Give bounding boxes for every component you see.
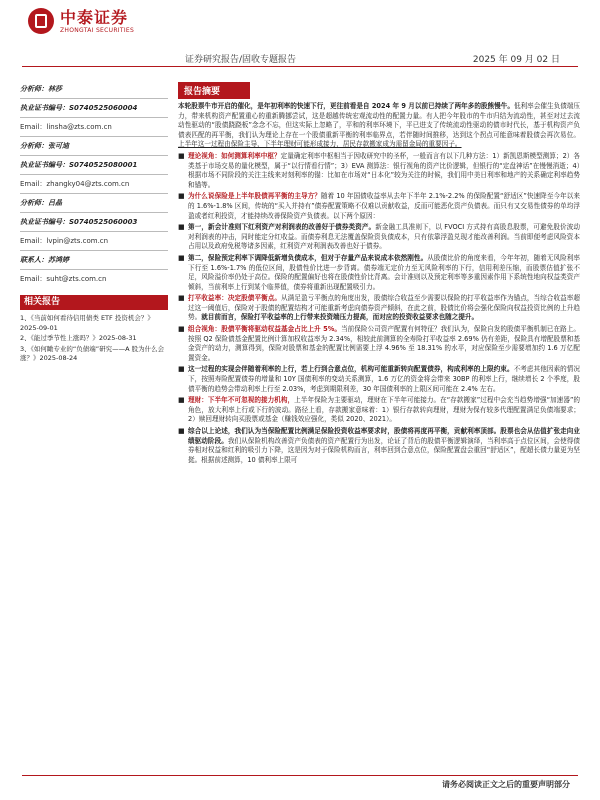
analyst-email[interactable]: Email：zhangky04@zts.com.cn xyxy=(20,180,130,188)
analyst-email[interactable]: Email：linsha@zts.com.cn xyxy=(20,123,112,131)
sidebar xyxy=(20,84,168,365)
abstract-bullet: ■ 理论视角：如何测算利率中枢？定量确定利率中枢相当于因收研究中的圣杯，一般而言有以下几种方法：1）新凯恩斯模型测算；2）各类基于市场交易的量化模型，属于“以行情看行情”；3）EVA 测算法：银行视角的资产比价逻辑，但银行的“定盘神话”在慢慢消逝；4）根据市场不同阶段的关注主线来对刻利率的锚：比如在市场对“日本化”较为关注的时候，我们用中美日利率和地产的关系确定利率趋势和锚等。 xyxy=(178,151,581,189)
bullet-text: 定量确定利率中枢相当于因收研究中的圣杯，一般而言有以下几种方法：1）新凯恩斯模型测算；2）各类基于市场交易的量化模型，属于“以行情看行情”；3）EVA 测算法：银行视角的资产比价逻辑，但银行的“定盘神话”在慢慢消逝；4）根据市场不同阶段的关注主线来对刻利率的锚：比如在市场对“日本化”较为关注的时候，我们用中美日利率和地产的关系确定利率趋势和锚等。 xyxy=(188,151,581,189)
bullet-text: 从满足盈亏平衡点的角度出发，股债综合收益至少需要以保险的打平收益率作为锚点，当综合收益率超过这一阈值后，保险对于股债的配置结构才可能重新考虑向债券资产倾斜，在此之前，股债比价将会强化保险向权益投资比例的上升趋势。 xyxy=(188,294,581,322)
analyst-role: 分析师： xyxy=(20,142,48,150)
license-label: 执业证书编号： xyxy=(20,161,69,169)
related-report-link[interactable]: 3、《如何瞰专业的“负债端”研究——A 股为什么会涨？》2025-08-24 xyxy=(20,344,165,362)
abstract-bullet: ■ 打平收益率：决定股债平衡点。从满足盈亏平衡点的角度出发，股债综合收益至少需要以保险的打平收益率作为锚点，当综合收益率超过这一阈值后，保险对于股债的配置结构才可能重新考虑向债券资产倾斜，在此之前，股债比价将会强化保险向权益投资比例的上升趋势。就目前而言，保险打平收益率的上行带来投资端压力提高，而对应的投资收益要求也随之提升。 xyxy=(178,294,581,322)
intro-highlight: 本轮股票牛市开启的催化，是年初利率的快速下行，更往前看是自 2024 年 9 月以前已持续了两年多的股熊慢牛。 xyxy=(178,102,514,110)
abstract-intro xyxy=(178,102,580,150)
license-number: S0740525080001 xyxy=(69,161,138,169)
contact-role: 联系人： xyxy=(20,256,48,264)
bullet-head: 这一过程的实现会伴随着利率的上行，若上行到合意点位，机构可能重新转向配置债券，构成利率的上限约束。 xyxy=(188,365,514,374)
analyst-card xyxy=(20,141,168,194)
license-label: 执业证书编号： xyxy=(20,104,69,112)
related-reports-title: 相关报告 xyxy=(20,295,168,310)
related-report-link[interactable]: 1、《当前如何看待信用债类 ETF 投资机会？》2025-09-01 xyxy=(20,314,154,332)
bullet-head: 理论视角：如何测算利率中枢？ xyxy=(188,151,281,160)
company-logo xyxy=(28,8,134,34)
contact-card xyxy=(20,255,168,285)
logo-name-cn: 中泰证券 xyxy=(60,7,129,27)
abstract-bullet: ■ 综合以上论述，我们认为当保险配置比例满足保险投资收益率要求时，股债将再度再平衡，贡献利率顶部。股票也会从估值扩张走向业绩驱动阶段。我们从保险机构改善资产负债表的资产配置行为出发，论证了背后的股债平衡逻辑演绎，当利率高于点位区间，会使得债券相对权益和红利的吸引力下降，这是因为对于保险机构而言，利率回到合意点位，保险配置盘会重回“舒适区”，配超长债力量更为坚挺。根据前述测算，10 债利率上限可 xyxy=(178,427,581,464)
footer-divider xyxy=(22,775,578,776)
bullet-text: 不考虑其他因素的情况下，按照寿险配置债券的增量和 10Y 国债利率的变动关系测算，1.6 万亿的资金将会带来 30BP 的利率上行，继续增长 2 个季度，股债平衡的趋势会带动利率上行至 2.03%，考虑到期限利差，30 年国债利率的上限区间可能在 2.4% 左右。 xyxy=(188,365,581,393)
analyst-name: 林莎 xyxy=(48,85,62,93)
report-header xyxy=(185,52,560,65)
contact-name: 苏鸿婷 xyxy=(48,256,69,264)
abstract-bullet: ■ 第一，新会计准则下红利资产对利润表的改善好于债券类资产。新金融工具准则下，以 FVOCI 方式持有高股息股票，可避免股价波动对利润表的冲击，同时能定分红收益。而债券利息无法覆盖保险资负债成本，只有依靠浮盈兑现才能改善利润。当前即便考虑风险资本占用以及政府免税等诸多因素，红利资产对利润表改善也好于债券。 xyxy=(178,223,580,251)
logo-name-en: ZHONGTAI SECURITIES xyxy=(60,26,135,34)
bullet-text: 随着 10 年国债收益率从去年下半年 2.1%-2.2% 的保险配置“舒适区”快速降至今年以来的 1.6%-1.8% 区间，传统的“买入并持有”债券配置策略不仅难以贡献收益，反而可能恶化资产负债表。而只有又交易性债券的单均浮盈或者红利投资，才能持续改善保险资产负债表。以下两个原因： xyxy=(188,192,580,220)
main-content xyxy=(178,82,580,465)
abstract-bullet: ■ 第二，保险预定利率下调降低新增负债成本，但对于存量产品来说成本依然刚性。从股债比价的角度来看，今年年初，随着无风险利率下行至 1.6%-1.7% 的低位区间，股债性价比进一步背离。债券端无定价力至无风险利率的下行，信用利差压缩，而股票估值扩张不足，风险溢价率仍处于高位。保险的配置偏好也将在股债性价比背离。会计准则以及预定利率等多重因素作用下系统性地向权益类资产倾斜，当前利率上行到某个临界值，债券将重新出现配置吸引力。 xyxy=(178,253,581,291)
abstract-bullet: ■ 为什么说保险是上半年股债再平衡的主导方？随着 10 年国债收益率从去年下半年 2.1%-2.2% 的保险配置“舒适区”快速降至今年以来的 1.6%-1.8% 区间，传统的“买入并持有”债券配置策略不仅难以贡献收益，反而可能恶化资产负债表。而只有又交易性债券的单均浮盈或者红利投资，才能持续改善保险资产负债表。以下两个原因： xyxy=(178,192,580,220)
abstract-bullet: ■ 组合视角：股债平衡将驱动权益基金占比上升 5%。当前保险公司资产配置有何特征？我们认为，保险自发的股债平衡机制已在路上。按照 Q2 保险债基金配置比例计算加权收益率为 2.34%，相较此前测算的全寿险打平收益率 2.69% 仍有差距，保险具有增配股票和基金资产的动力，测算得到，保险对股票和基金的配置比例需要上浮 4.96% 至 18.31% 的水平，对应保险至少需要增加约 1.6 万亿配置资金。 xyxy=(178,325,580,362)
bullet-head: 第二，保险预定利率下调降低新增负债成本，但对于存量产品来说成本依然刚性。 xyxy=(188,253,428,262)
report-date: 2025 年 09 月 02 日 xyxy=(472,55,560,65)
analyst-role: 分析师： xyxy=(20,199,48,207)
related-report-link[interactable]: 2、《能过季节性上涨吗？》2025-08-31 xyxy=(20,334,137,342)
bullet-head: 打平收益率：决定股债平衡点。 xyxy=(188,294,282,303)
analyst-name: 张可迪 xyxy=(48,142,69,150)
license-number: S0740525060003 xyxy=(69,218,138,226)
logo-mark-icon xyxy=(28,8,54,34)
analyst-card xyxy=(20,84,168,137)
analyst-role: 分析师： xyxy=(20,85,48,93)
license-label: 执业证书编号： xyxy=(20,218,69,226)
analyst-card xyxy=(20,198,168,251)
abstract-bullet: ■ 这一过程的实现会伴随着利率的上行，若上行到合意点位，机构可能重新转向配置债券，构成利率的上限约束。不考虑其他因素的情况下，按照寿险配置债券的增量和 10Y 国债利率的变动关系测算，1.6 万亿的资金将会带来 30BP 的利率上行，继续增长 2 个季度，股债平衡的趋势会带动利率上行至 2.03%，考虑到期限利差，30 年国债利率的上限区间可能在 2.4% 左右。 xyxy=(178,365,581,393)
abstract-title: 报告摘要 xyxy=(178,82,250,99)
related-reports-list xyxy=(20,314,168,364)
bullet-head: 第一，新会计准则下红利资产对利润表的改善好于债券类资产。 xyxy=(188,223,376,232)
contact-email[interactable]: Email：suht@zts.com.cn xyxy=(20,275,107,283)
bullet-text: 新金融工具准则下，以 FVOCI 方式持有高股息股票，可避免股价波动对利润表的冲击，同时能定分红收益。而债券利息无法覆盖保险资负债成本，只有依靠浮盈兑现才能改善利润。当前即便考虑风险资本占用以及政府免税等诸多因素，红利资产对利润表改善也好于债券。 xyxy=(188,223,580,251)
analyst-name: 吕晶 xyxy=(48,199,62,207)
bullet-text: 我们从保险机构改善资产负债表的资产配置行为出发，论证了背后的股债平衡逻辑演绎，当利率高于点位区间，会使得债券相对权益和红利的吸引力下降，这是因为对于保险机构而言，利率回到合意点位，保险配置盘会重回“舒适区”，配超长债力量更为坚挺。根据前述测算，10 债利率上限可 xyxy=(188,436,581,464)
bullet-head: 为什么说保险是上半年股债再平衡的主导方？ xyxy=(188,192,321,201)
bullet-head: 组合视角：股债平衡将驱动权益基金占比上升 5%。 xyxy=(188,325,342,334)
bullet-text: 当前保险公司资产配置有何特征？我们认为，保险自发的股债平衡机制已在路上。按照 Q2 保险债基金配置比例计算加权收益率为 2.34%，相较此前测算的全寿险打平收益率 2.69% 仍有差距，保险具有增配股票和基金资产的动力，测算得到，保险对股票和基金的配置比例需要上浮 4.96% 至 18.31% 的水平，对应保险至少需要增加约 1.6 万亿配置资金。 xyxy=(188,325,580,362)
footer-disclaimer: 请务必阅读正文之后的重要声明部分 xyxy=(442,780,570,789)
intro-tail: 上半年这一过程由保险主导，下半年理财可能形成接力，居民存款搬家成为需留金局的重要因子。 xyxy=(178,140,462,149)
report-category: 证券研究报告/固收专题报告 xyxy=(185,55,297,65)
header-divider xyxy=(22,66,578,67)
analyst-email[interactable]: Email：lvpin@zts.com.cn xyxy=(20,237,109,245)
intro-body: 低利率会催生负债端压力，带来机构资产配置重心的重新腾挪尝试，这是超越传统宏观流动性的配置力量。有人把今年股市的牛市归结为流动性，甚至对过去流动性驱动的“股债跷跷板”念念不忘，但这实际上忽略了，平和的利率环境下，平已进支了传统流动性驱动的债市时代长，基于机构资产负债表匹配的再平衡，我们认为理论上存在一个股债重新平衡的利率临界点，若伴随时间推移，达到这个拐点可能意味着股债会再次易位。 xyxy=(178,102,581,139)
license-number: S0740525060004 xyxy=(69,104,138,112)
abstract-bullet: ■ 理财：下半年不可忽视的接力机构，上半年保险为主要驱动，理财在下半年可能接力。在“存款搬家”过程中会充当趋势增强“加速器”的角色，放大利率上行或下行的波动。路径上看，存款搬家意味着：1）银行存款转向理财，理财为保有较多代理配置满足负债端要求；2）赎回理财转向买股票或基金（赚钱效应强化，类似 2020、2021）。 xyxy=(178,396,580,424)
bullet-head: 综合以上论述，我们认为当保险配置比例满足保险投资收益率要求时，股债将再度再平衡，贡献利率顶部。股票也会从估值扩张走向业绩驱动阶段。 xyxy=(188,427,580,445)
bullet-head: 理财：下半年不可忽视的接力机构， xyxy=(188,396,295,405)
bullet-text: 上半年保险为主要驱动，理财在下半年可能接力。在“存款搬家”过程中会充当趋势增强“加速器”的角色，放大利率上行或下行的波动。路径上看，存款搬家意味着：1）银行存款转向理财，理财为保有较多代理配置满足负债端要求；2）赎回理财转向买股票或基金（赚钱效应强化，类似 2020、2021）。 xyxy=(188,396,580,424)
bullet-text: 从股债比价的角度来看，今年年初，随着无风险利率下行至 1.6%-1.7% 的低位区间，股债性价比进一步背离。债券端无定价力至无风险利率的下行，信用利差压缩，而股票估值扩张不足，风险溢价率仍处于高位。保险的配置偏好也将在股债性价比背离。会计准则以及预定利率等多重因素作用下系统性地向权益类资产倾斜，当前利率上行到某个临界值，债券将重新出现配置吸引力。 xyxy=(188,253,581,291)
bullet-tail: 就目前而言，保险打平收益率的上行带来投资端压力提高，而对应的投资收益要求也随之提升。 xyxy=(201,313,479,322)
